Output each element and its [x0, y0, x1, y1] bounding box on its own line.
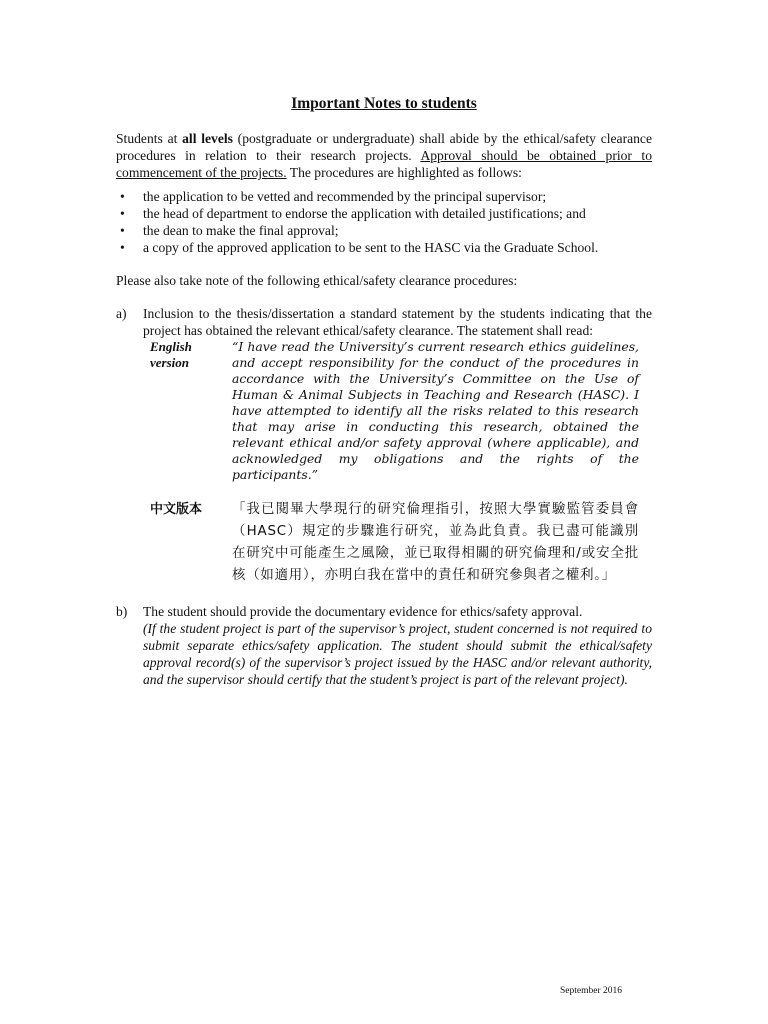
item-b-note: (If the student project is part of the supervisor’s project, student concerned is not required to submit separate ethics/safety application. The student should submit the ethical/safety approval record(s) of the supervisor’s project issued by the HASC and/or relevant authority, and the supervisor should certify that the student’s project is part of the relevant project). — [143, 621, 652, 687]
list-item: • a copy of the approved application to be sent to the HASC via the Graduate School. — [120, 240, 599, 255]
bullet-icon: • — [120, 206, 125, 221]
intro-paragraph — [116, 130, 652, 181]
intro-bold: all levels — [182, 131, 233, 146]
item-a-text: Inclusion to the thesis/dissertation a standard statement by the students indicating that the project has obtained the relevant ethical/safety clearance. The statement shall read: — [143, 306, 652, 338]
also-note: Please also take note of the following ethical/safety clearance procedures: — [116, 273, 518, 288]
item-a — [116, 305, 652, 587]
english-version-block — [143, 339, 652, 483]
item-b-marker: b) — [116, 604, 128, 619]
document-body — [116, 94, 652, 688]
intro-post: The procedures are highlighted as follows: — [286, 165, 522, 180]
item-b-text: The student should provide the documentary evidence for ethics/safety approval. — [143, 604, 583, 619]
chinese-statement: 「我已閱畢大學現行的研究倫理指引，按照大學實驗監管委員會（HASC）規定的步驟進行研究，並為此負責。我已盡可能識別在研究中可能產生之風險，並已取得相關的研究倫理和/或安全批核（如適用），亦明白我在當中的責任和研究參與者之權利。」 — [232, 502, 639, 583]
list-item: • the dean to make the final approval; — [120, 223, 339, 238]
intro-pre: Students at — [116, 131, 183, 146]
english-statement: “I have read the University’s current research ethics guidelines, and accept responsibility for the conduct of the procedures in accordance with the University’s Committee on the Use of Human & Animal Subjects in Teaching and Research (HASC). I have attempted to identify all the risks related to this research that may arise in conducting this research, obtained the relevant ethical and/or safety approval (where applicable), and acknowledged my obligations and the rights of the participants.” — [232, 339, 639, 482]
item-a-marker: a) — [116, 306, 127, 321]
list-item: • the application to be vetted and recommended by the principal supervisor; — [120, 189, 547, 204]
english-version-label: English version — [150, 339, 192, 370]
chinese-version-label: 中文版本 — [150, 502, 203, 517]
page-title: Important Notes to students — [291, 95, 477, 112]
bullet-icon: • — [120, 240, 125, 255]
bullet-icon: • — [120, 223, 125, 238]
item-b — [116, 603, 652, 688]
intro-mid: (postgraduate or undergraduate) shall abide by the ethical/safety clearance procedures in relation to their research projects. — [116, 131, 653, 163]
footer-date: September 2016 — [560, 986, 623, 996]
procedure-list — [116, 188, 652, 256]
bullet-icon: • — [120, 189, 125, 204]
intro-underlined: Approval should be obtained prior to commencement of the projects. — [116, 148, 653, 180]
chinese-version-block — [143, 499, 652, 587]
list-item: • the head of department to endorse the application with detailed justifications; and — [120, 206, 586, 221]
